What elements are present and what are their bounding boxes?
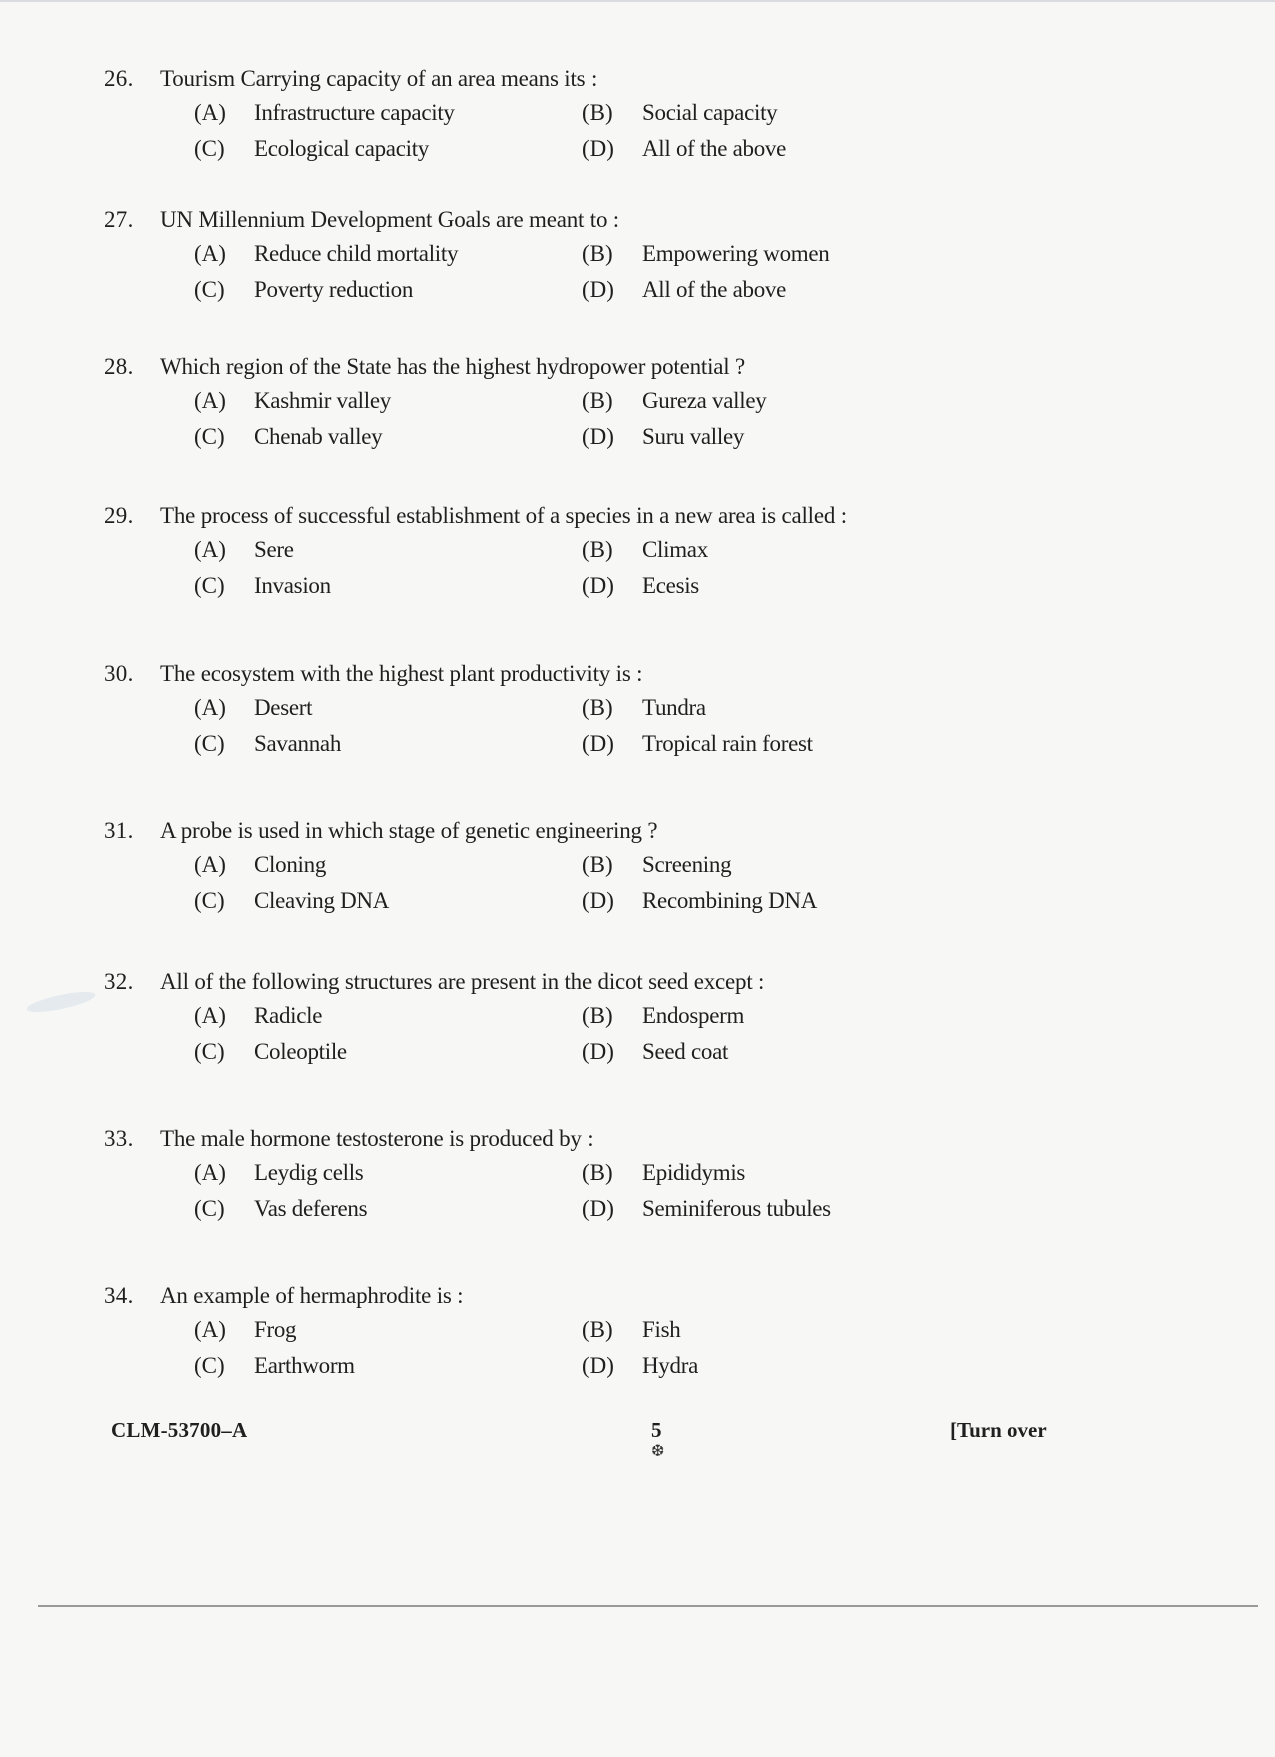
question-29: [104, 503, 1104, 633]
option-text: Radicle: [254, 1003, 323, 1028]
option-text: Leydig cells: [254, 1160, 364, 1185]
option-text: Endosperm: [642, 1003, 745, 1028]
option-text: Earthworm: [254, 1353, 355, 1378]
page-number: 5: [651, 1418, 662, 1442]
option-text: Ecological capacity: [254, 136, 430, 161]
option-text: Frog: [254, 1317, 297, 1342]
option-text: Infrastructure capacity: [254, 100, 455, 125]
question-28: [104, 354, 1104, 484]
question-26: [104, 66, 1104, 196]
option-letter: (A): [194, 1160, 226, 1185]
option-text: Tundra: [642, 695, 706, 720]
option-text: Recombining DNA: [642, 888, 818, 913]
option-letter: (D): [582, 424, 614, 449]
top-rule: [0, 0, 1275, 2]
question-33: [104, 1126, 1104, 1256]
option-letter: (C): [194, 136, 225, 161]
option-text: All of the above: [642, 277, 787, 302]
option-letter: (A): [194, 537, 226, 562]
option-text: Ecesis: [642, 573, 699, 598]
option-text: Fish: [642, 1317, 681, 1342]
option-letter: (B): [582, 537, 613, 562]
option-letter: (A): [194, 1317, 226, 1342]
option-text: Cloning: [254, 852, 327, 877]
option-text: Chenab valley: [254, 424, 383, 449]
option-text: Empowering women: [642, 241, 830, 266]
option-text: Seminiferous tubules: [642, 1196, 831, 1221]
question-number: 28.: [104, 354, 134, 379]
option-text: Vas deferens: [254, 1196, 368, 1221]
option-text: Kashmir valley: [254, 388, 391, 413]
question-number: 27.: [104, 207, 134, 232]
option-letter: (A): [194, 1003, 226, 1028]
option-letter: (B): [582, 1003, 613, 1028]
option-text: Poverty reduction: [254, 277, 414, 302]
option-letter: (C): [194, 1196, 225, 1221]
question-31: [104, 818, 1104, 948]
option-letter: (C): [194, 1039, 225, 1064]
question-27: [104, 207, 1104, 337]
question-32: [104, 969, 1104, 1099]
option-letter: (C): [194, 888, 225, 913]
question-text: All of the following structures are present in the dicot seed except :: [160, 969, 765, 994]
option-text: All of the above: [642, 136, 787, 161]
question-number: 26.: [104, 66, 134, 91]
question-number: 30.: [104, 661, 134, 686]
option-text: Seed coat: [642, 1039, 729, 1064]
option-letter: (B): [582, 241, 613, 266]
option-letter: (A): [194, 241, 226, 266]
question-text: UN Millennium Development Goals are meant to :: [160, 207, 619, 232]
option-text: Cleaving DNA: [254, 888, 390, 913]
option-letter: (D): [582, 1196, 614, 1221]
question-text: The process of successful establishment of a species in a new area is called :: [160, 503, 847, 528]
option-letter: (D): [582, 731, 614, 756]
option-letter: (C): [194, 277, 225, 302]
option-text: Coleoptile: [254, 1039, 347, 1064]
question-text: An example of hermaphrodite is :: [160, 1283, 464, 1308]
option-letter: (A): [194, 388, 226, 413]
option-letter: (A): [194, 100, 226, 125]
option-text: Social capacity: [642, 100, 778, 125]
option-letter: (B): [582, 388, 613, 413]
option-letter: (A): [194, 695, 226, 720]
option-letter: (B): [582, 100, 613, 125]
option-letter: (D): [582, 1039, 614, 1064]
option-letter: (D): [582, 136, 614, 161]
turn-over-label: [Turn over: [950, 1418, 1047, 1442]
option-text: Desert: [254, 695, 313, 720]
snowflake-ornament-icon: ❆: [651, 1443, 665, 1460]
option-letter: (C): [194, 1353, 225, 1378]
option-letter: (D): [582, 573, 614, 598]
option-letter: (B): [582, 1317, 613, 1342]
option-letter: (C): [194, 731, 225, 756]
option-letter: (D): [582, 888, 614, 913]
option-text: Reduce child mortality: [254, 241, 459, 266]
question-number: 31.: [104, 818, 134, 843]
option-letter: (D): [582, 277, 614, 302]
option-text: Climax: [642, 537, 708, 562]
option-letter: (C): [194, 424, 225, 449]
option-text: Suru valley: [642, 424, 745, 449]
option-text: Savannah: [254, 731, 342, 756]
question-34: [104, 1283, 1104, 1413]
option-text: Sere: [254, 537, 294, 562]
option-letter: (B): [582, 1160, 613, 1185]
option-text: Hydra: [642, 1353, 698, 1378]
question-text: Which region of the State has the highest hydropower potential ?: [160, 354, 746, 379]
option-text: Screening: [642, 852, 732, 877]
option-text: Tropical rain forest: [642, 731, 813, 756]
scan-smudge: [25, 988, 96, 1016]
option-letter: (C): [194, 573, 225, 598]
bottom-rule: [38, 1605, 1258, 1607]
option-text: Epididymis: [642, 1160, 746, 1185]
question-text: The ecosystem with the highest plant productivity is :: [160, 661, 643, 686]
booklet-code: CLM-53700–A: [111, 1418, 248, 1442]
question-text: Tourism Carrying capacity of an area means its :: [160, 66, 598, 91]
option-letter: (D): [582, 1353, 614, 1378]
question-30: [104, 661, 1104, 791]
option-letter: (B): [582, 695, 613, 720]
option-letter: (A): [194, 852, 226, 877]
question-text: The male hormone testosterone is produced by :: [160, 1126, 594, 1151]
question-number: 29.: [104, 503, 134, 528]
question-text: A probe is used in which stage of genetic engineering ?: [160, 818, 658, 843]
option-text: Gureza valley: [642, 388, 767, 413]
option-text: Invasion: [254, 573, 331, 598]
option-letter: (B): [582, 852, 613, 877]
question-number: 34.: [104, 1283, 134, 1308]
question-number: 32.: [104, 969, 134, 994]
question-number: 33.: [104, 1126, 134, 1151]
